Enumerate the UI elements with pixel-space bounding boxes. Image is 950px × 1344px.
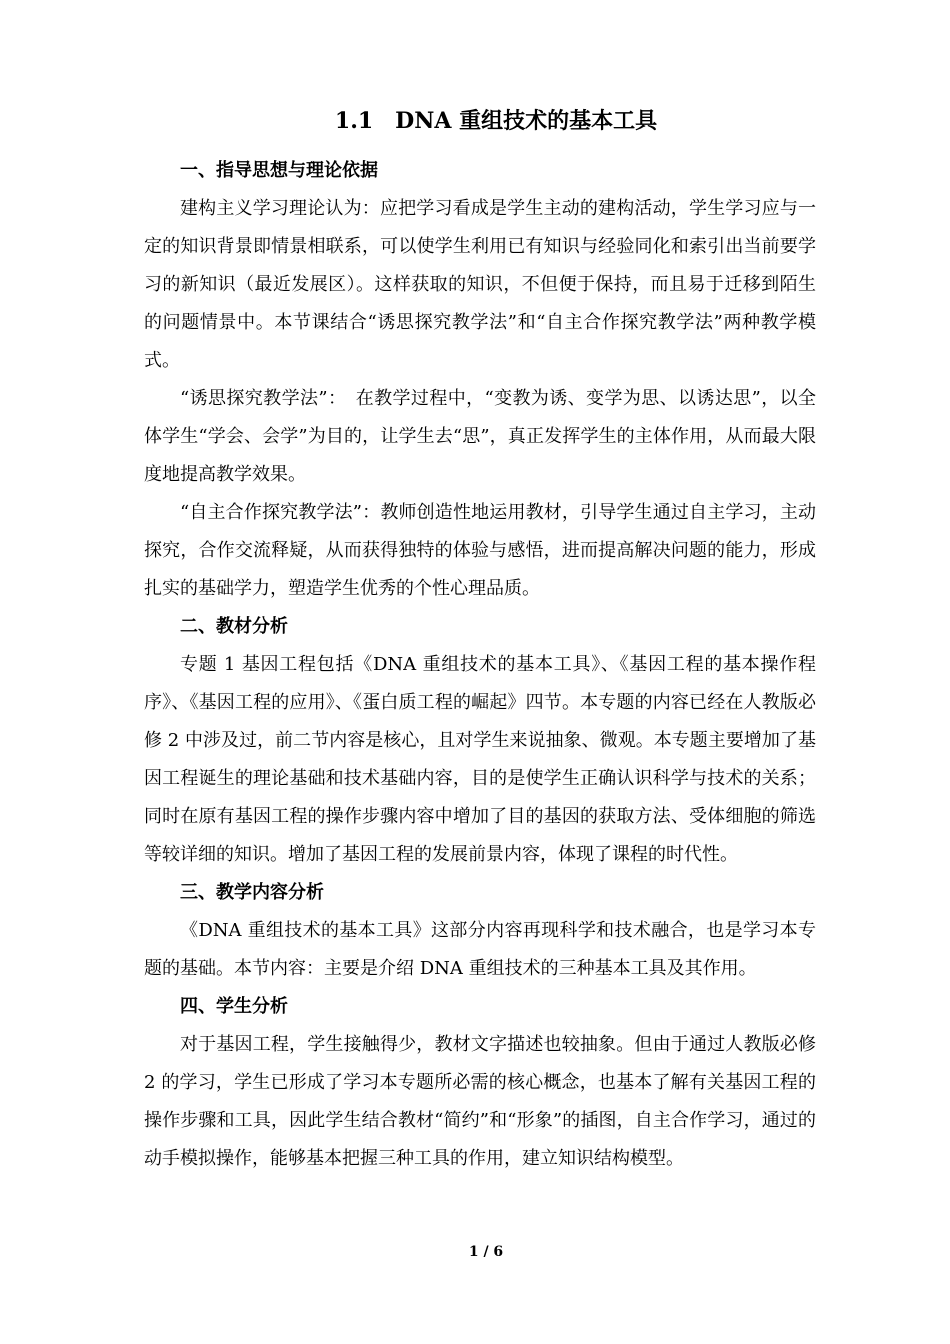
paragraph: “自主合作探究教学法”：教师创造性地运用教材，引导学生通过自主学习，主动探究，合作交流释疑，从而获得独特的体验与感悟，进而提高解决问题的能力，形成扎实的基础学力，塑造学生优秀的个性心理品质。 xyxy=(144,502,816,599)
section-guiding-ideology xyxy=(144,152,816,608)
page-number: 1 / 6 xyxy=(468,1244,504,1260)
paragraph: 建构主义学习理论认为：应把学习看成是学生主动的建构活动，学生学习应与一定的知识背景即情景相联系，可以使学生利用已有知识与经验同化和索引出当前要学习的新知识（最近发展区）。这样获取的知识，不但便于保持，而且易于迁移到陌生的问题情景中。本节课结合“诱思探究教学法”和“自主合作探究教学法”两种教学模式。 xyxy=(144,198,816,371)
section-content-analysis xyxy=(144,874,816,988)
section-heading: 一、指导思想与理论依据 xyxy=(180,160,378,181)
paragraph: 对于基因工程，学生接触得少，教材文字描述也较抽象。但由于通过人教版必修 2 的学习，学生已形成了学习本专题所必需的核心概念，也基本了解有关基因工程的操作步骤和工具，因此学生结合教材“简约”和“形象”的插图，自主合作学习，通过的动手模拟操作，能够基本把握三种工具的作用，建立知识结构模型。 xyxy=(144,1034,816,1169)
paragraph: 专题 1 基因工程包括《DNA 重组技术的基本工具》、《基因工程的基本操作程序》、《基因工程的应用》、《蛋白质工程的崛起》四节。本专题的内容已经在人教版必修 2 中涉及过，前二节内容是核心，且对学生来说抽象、微观。本专题主要增加了基因工程诞生的理论基础和技术基础内容，目的是使学生正确认识科学与技术的关系；同时在原有基因工程的操作步骤内容中增加了目的基因的获取方法、受体细胞的筛选等较详细的知识。增加了基因工程的发展前景内容，体现了课程的时代性。 xyxy=(144,654,816,865)
section-student-analysis xyxy=(144,988,816,1178)
section-heading: 三、教学内容分析 xyxy=(180,882,324,903)
section-heading: 二、教材分析 xyxy=(180,616,288,637)
document-title: 1.1 DNA 重组技术的基本工具 xyxy=(334,108,658,134)
section-heading: 四、学生分析 xyxy=(180,996,288,1017)
paragraph: 《DNA 重组技术的基本工具》这部分内容再现科学和技术融合，也是学习本专题的基础。本节内容：主要是介绍 DNA 重组技术的三种基本工具及其作用。 xyxy=(144,920,816,979)
document-body xyxy=(144,152,816,1178)
paragraph: “诱思探究教学法”： 在教学过程中，“变教为诱、变学为思、以诱达思”，以全体学生“学会、会学”为目的，让学生去“思”，真正发挥学生的主体作用，从而最大限度地提高教学效果。 xyxy=(144,388,816,485)
section-textbook-analysis xyxy=(144,608,816,874)
